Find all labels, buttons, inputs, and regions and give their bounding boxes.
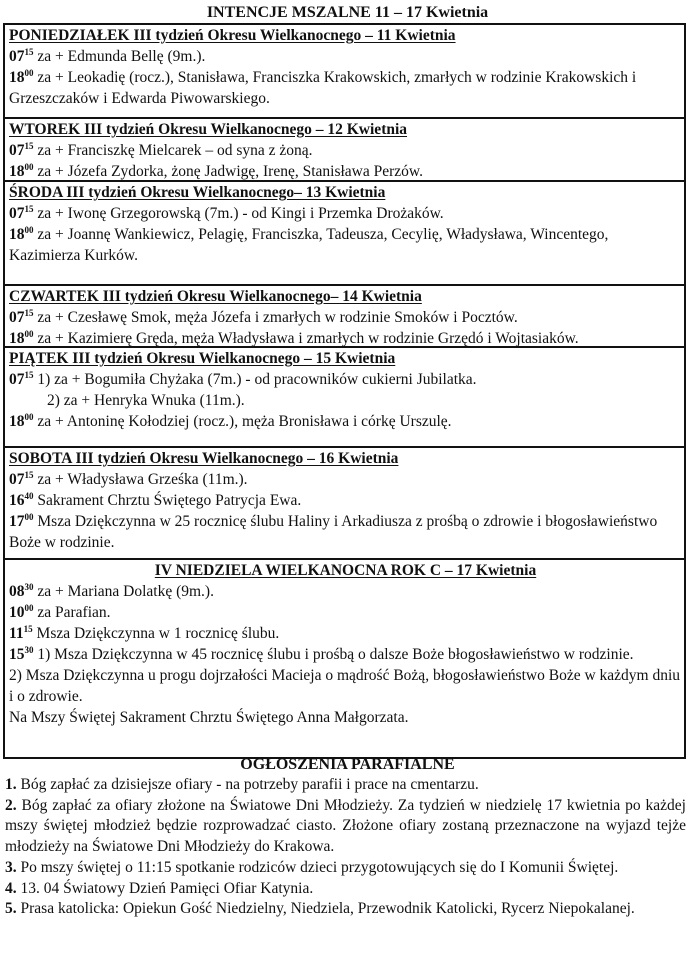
day-header: PONIEDZIAŁEK III tydzień Okresu Wielkanocnego – 11 Kwietnia [9,27,456,44]
announcement-number: 5. [5,900,17,918]
mass-hour: 07 [9,371,25,388]
mass-hour: 16 [9,492,25,509]
mass-intention-text: za + Leokadię (rocz.), Stanisława, Franciszka Krakowskich, zmarłych w rodzinie Krakowskich i Grzeszczaków i Edwarda Piwowarskiego. [9,69,637,107]
mass-time [9,69,34,86]
mass-hour: 08 [9,583,25,600]
mass-intention-text: 1) Msza Dziękczynna w 45 rocznicę ślubu i prośbą o dalsze Boże błogosławieństwo w rodzinie. [33,646,634,663]
mass-minute: 15 [24,204,34,214]
mass-intention-text: za + Kazimierę Gręda, męża Władysława i zmarłych w rodzinie Grzędó i Wojtasiaków. [33,330,579,347]
mass-time [9,625,33,642]
mass-hour: 07 [9,205,25,222]
day-block [3,348,686,448]
day-header: ŚRODA III tydzień Okresu Wielkanocnego– 13 Kwietnia [9,184,386,201]
announcement-number: 3. [5,858,17,876]
mass-time [9,604,34,621]
mass-intention-text: za + Edmunda Bellę (9m.). [33,48,206,65]
mass-minute: 15 [24,141,34,151]
day-block [3,560,686,758]
day-header: PIĄTEK III tydzień Okresu Wielkanocnego – 15 Kwietnia [9,350,396,367]
mass-entry [9,67,682,109]
mass-intention-text: za + Władysława Grześka (11m.). [33,471,248,488]
mass-entry [9,665,682,707]
mass-minute: 15 [24,470,34,480]
mass-minute: 00 [24,225,34,235]
day-header: SOBOTA III tydzień Okresu Wielkanocnego – 16 Kwietnia [9,450,399,467]
mass-minute: 15 [23,624,33,634]
mass-time [9,226,34,243]
mass-minute: 00 [24,603,34,613]
day-block [3,286,686,348]
mass-entry [9,161,682,182]
mass-minute: 00 [24,162,34,172]
mass-intention-text: Msza Dziękczynna w 25 rocznicę ślubu Haliny i Arkadiusza z prośbą o zdrowie i błogosławieństwo Boże w rodzinie. [9,513,658,551]
announcements-list [5,775,686,920]
mass-intention-text: za + Iwonę Grzegorowską (7m.) - od Kingi i Przemka Drożaków. [33,205,444,222]
mass-intention-text: 2) Msza Dziękczynna u progu dojrzałości Macieja o mądrość Bożą, błogosławieństwo Boże w każdym dniu i o zdrowie. [9,667,681,705]
mass-entry [9,602,682,623]
day-block [3,182,686,286]
day-header: CZWARTEK III tydzień Okresu Wielkanocnego– 14 Kwietnia [9,288,422,305]
mass-time [9,205,34,222]
announcement-item [5,775,686,796]
day-block [3,448,686,560]
mass-time [9,471,34,488]
mass-time [9,142,34,159]
announcement-item [5,796,686,858]
announcement-item [5,879,686,900]
mass-hour: 17 [9,513,25,530]
mass-hour: 10 [9,604,25,621]
announcement-text: Po mszy świętej o 11:15 spotkanie rodziców dzieci przygotowujących się do I Komunii Świętej. [16,858,619,876]
day-block [3,25,686,119]
mass-minute: 00 [24,329,34,339]
mass-intention-text: Msza Dziękczynna w 1 rocznicę ślubu. [32,625,280,642]
mass-entry [9,369,682,390]
mass-minute: 00 [24,412,34,422]
mass-entry [9,707,682,728]
mass-intention-text: za Parafian. [33,604,111,621]
mass-entry [9,511,682,553]
mass-minute: 30 [24,645,34,655]
mass-entry [9,140,682,161]
mass-time [9,330,34,347]
mass-entry [9,581,682,602]
mass-minute: 40 [24,491,34,501]
mass-hour: 18 [9,330,25,347]
mass-entry [9,490,682,511]
mass-intention-text: za + Józefa Zydorka, żonę Jadwigę, Irenę, Stanisława Perzów. [33,163,423,180]
mass-entry [9,390,682,411]
page-title: INTENCJE MSZALNE 11 – 17 Kwietnia [206,4,489,21]
announcement-item [5,899,686,920]
mass-intention-text: 1) za + Bogumiła Chyżaka (7m.) - od pracowników cukierni Jubilatka. [33,371,477,388]
announcement-text: Prasa katolicka: Opiekun Gość Niedzielny, Niedziela, Przewodnik Katolicki, Rycerz Niepokalanej. [16,900,635,918]
mass-time [9,309,34,326]
mass-time [9,513,34,530]
mass-time [9,413,34,430]
mass-hour: 18 [9,163,25,180]
mass-time [9,48,34,65]
mass-hour: 07 [9,471,25,488]
mass-minute: 00 [24,512,34,522]
mass-entry [9,469,682,490]
mass-hour: 07 [9,309,25,326]
mass-time [9,583,34,600]
mass-intention-text: Na Mszy Świętej Sakrament Chrztu Świętego Anna Małgorzata. [9,709,409,726]
mass-hour: 07 [9,142,25,159]
mass-entry [9,203,682,224]
mass-minute: 15 [24,370,34,380]
mass-entry [9,307,682,328]
day-header: IV NIEDZIELA WIELKANOCNA ROK C – 17 Kwietnia [154,562,537,579]
mass-time [9,646,34,663]
mass-intention-text: za + Antoninę Kołodziej (rocz.), męża Bronisława i córkę Urszulę. [33,413,452,430]
announcement-text: Bóg zapłać za dzisiejsze ofiary - na potrzeby parafii i prace na cmentarzu. [16,776,479,793]
mass-time [9,492,34,509]
announcement-number: 1. [5,776,17,793]
mass-entry [9,328,682,349]
mass-intention-text: za + Czesławę Smok, męża Józefa i zmarłych w rodzinie Smoków i Pocztów. [33,309,518,326]
mass-hour: 15 [9,646,25,663]
mass-time [9,371,34,388]
mass-minute: 00 [24,68,34,78]
announcement-text: Bóg zapłać za ofiary złożone na Światowe Dni Młodzieży. Za tydzień w niedzielę 17 kwietnia po każdej mszy świętej młodzież będzie rozprowadzać ciasto. Złożone ofiary zostaną przeznaczone na wyjazd tejże młodzieży na Światowe Dni Młodzieży do Krakowa. [5,796,686,856]
mass-minute: 30 [24,582,34,592]
announcement-number: 4. [5,879,17,897]
mass-entry [9,644,682,665]
mass-entry [9,46,682,67]
mass-entry [9,411,682,432]
mass-intention-text: Sakrament Chrztu Świętego Patrycja Ewa. [33,492,302,509]
mass-intention-text: 2) za + Henryka Wnuka (11m.). [47,392,245,409]
mass-entry [9,623,682,644]
mass-time [9,163,34,180]
mass-hour: 07 [9,48,25,65]
day-block [3,119,686,182]
mass-hour: 11 [9,625,24,642]
announcement-number: 2. [5,796,17,814]
day-header: WTOREK III tydzień Okresu Wielkanocnego – 12 Kwietnia [9,121,408,138]
mass-hour: 18 [9,413,25,430]
announcement-text: 13. 04 Światowy Dzień Pamięci Ofiar Katynia. [16,879,314,897]
announcement-item [5,858,686,879]
mass-hour: 18 [9,69,25,86]
mass-intention-text: za + Mariana Dolatkę (9m.). [33,583,214,600]
mass-intention-text: za + Franciszkę Mielcarek – od syna z żoną. [33,142,313,159]
announcements-title: OGŁOSZENIA PARAFIALNE [240,756,455,773]
mass-intention-text: za + Joannę Wankiewicz, Pelagię, Franciszka, Tadeusza, Cecylię, Władysława, Wincentego, Kazimierza Kurków. [9,226,609,264]
mass-minute: 15 [24,308,34,318]
mass-entry [9,224,682,266]
mass-minute: 15 [24,47,34,57]
mass-hour: 18 [9,226,25,243]
